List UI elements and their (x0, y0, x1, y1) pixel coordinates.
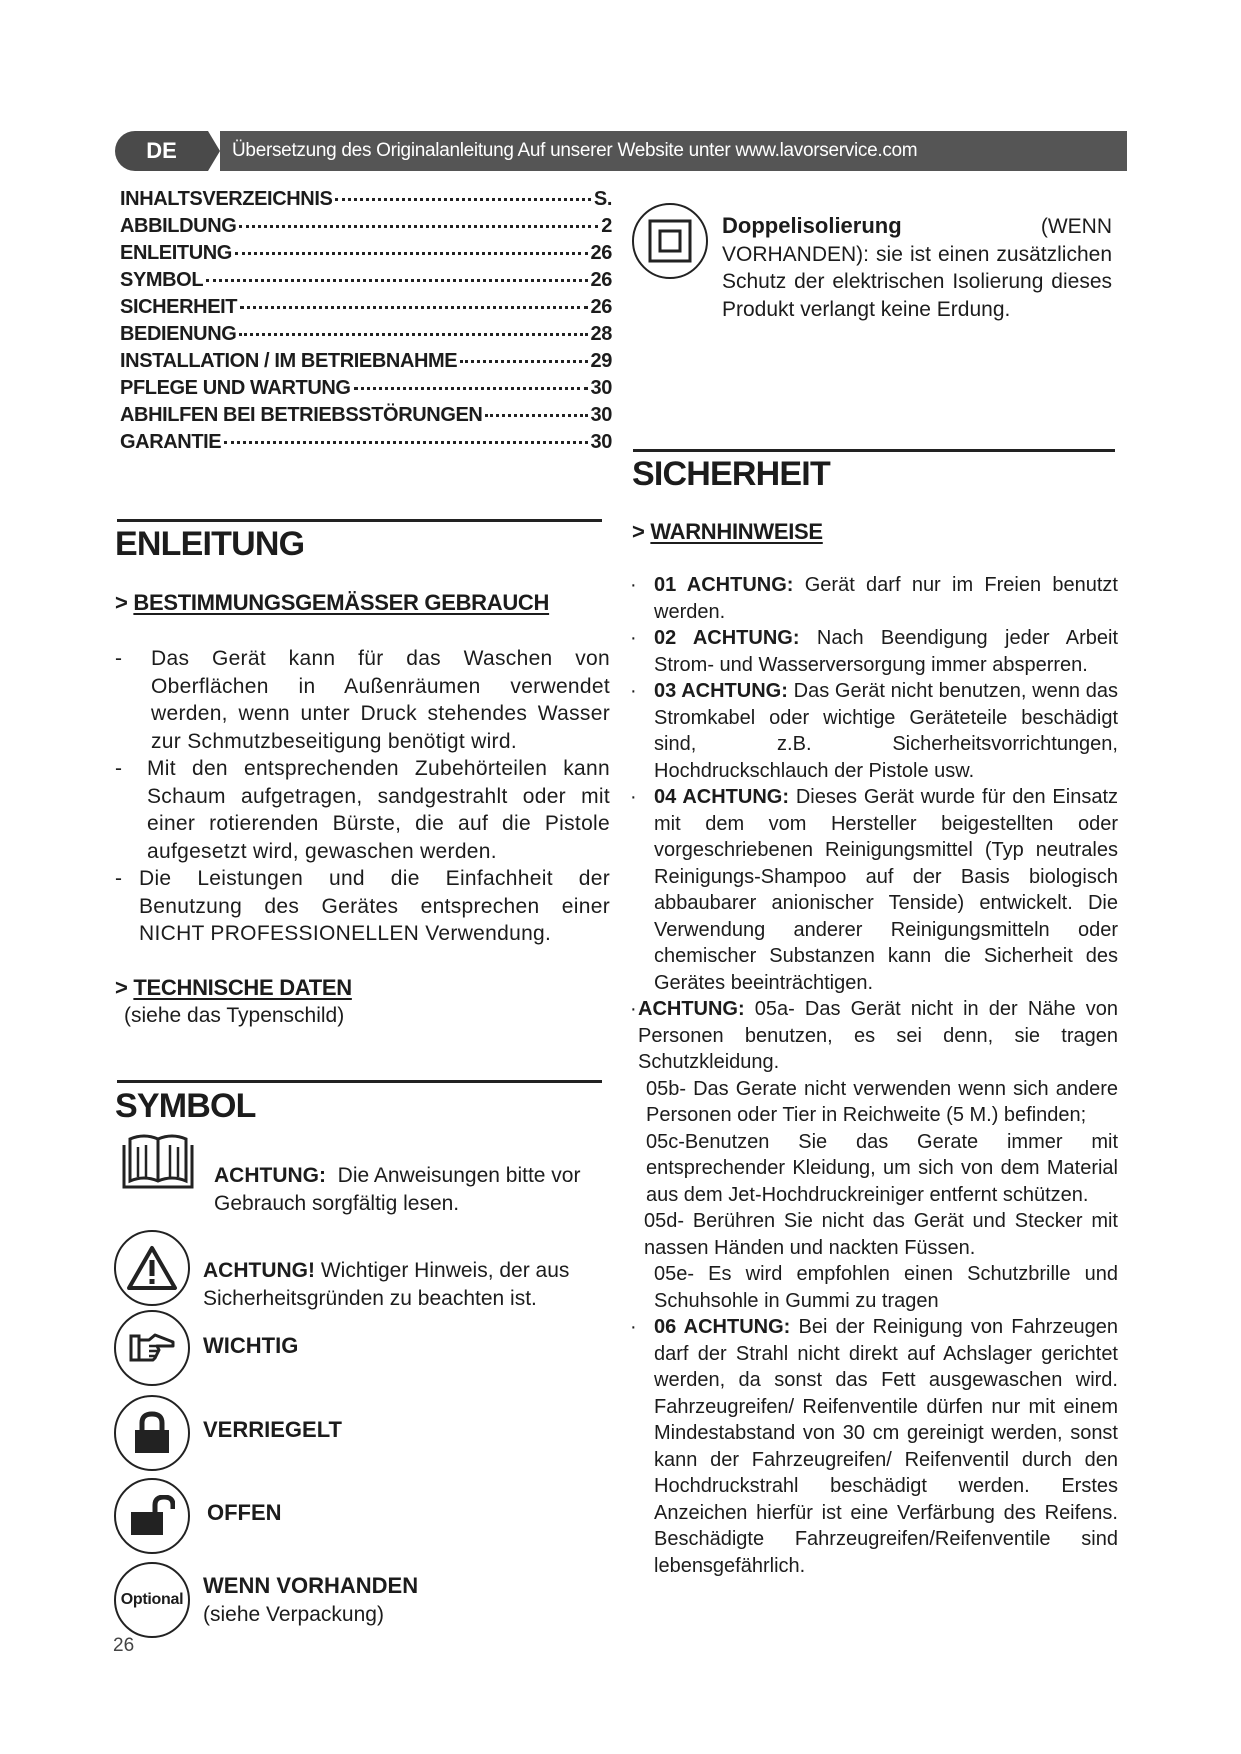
warning-item: · 03 ACHTUNG: Das Gerät nicht benutzen, wenn das Stromkabel oder wichtige Geräteteile beschädigt sind, z.B. Sicherheitsvorrichtungen, Hochdruckschlauch der Pistole usw. (630, 680, 1118, 782)
warning-04-bold: 04 ACHTUNG: (654, 786, 789, 808)
warning-item: · 04 ACHTUNG: Dieses Gerät wurde für den Einsatz mit dem vom Hersteller beigestellten oder vorgeschriebenen Reinigungsmittel (Typ neutrales Reinigungs-Shampoo auf der Basis biologisch abbaubarer anionischer Tenside) entwickelt. Die Verwendung anderer Reinigungsmitteln oder chemischer Substanzen kann die Sicherheit des Gerätes beeinträchtigen. (630, 786, 1119, 994)
sicherheit-heading: SICHERHEIT (632, 455, 830, 493)
warning-01-text: Gerät darf nur im Freien benutzt werden. (654, 574, 1118, 623)
important-label: WICHTIG (203, 1333, 299, 1358)
warning-03-bold: 03 ACHTUNG: (654, 680, 788, 702)
enleitung-heading: ENLEITUNG (115, 525, 305, 563)
warning-06-bold: 06 ACHTUNG: (654, 1316, 791, 1338)
toc-title: ENLEITUNG (120, 242, 232, 264)
toc-row (120, 242, 612, 269)
toc-row (120, 296, 612, 323)
subheading-bestimmung: > BESTIMMUNGSGEMÄSSER GEBRAUCH (115, 590, 550, 615)
warning-item: 05b- Das Gerate nicht verwenden wenn sich andere Personen oder Tier in Reichweite (5 M.) befinden; (646, 1077, 1118, 1126)
enleitung-list (115, 645, 610, 948)
toc-leader (354, 387, 588, 390)
padlock-locked-icon (114, 1395, 190, 1471)
list-item-text: Mit den entsprechenden Zubehörteilen kann Schaum aufgetragen, sandgestrahlt oder mit einer rotierenden Bürste, die auf die Pistole aufgesetzt wird, gewaschen werden. (147, 757, 610, 863)
warning-05a-text: 05a- Das Gerät nicht in der Nähe von Personen benutzen, es sei denn, sie tragen Schutzkleidung. (638, 998, 1118, 1073)
toc-leader (485, 414, 587, 417)
toc-row (120, 350, 612, 377)
toc-row (120, 215, 612, 242)
toc-page: 26 (590, 296, 612, 318)
warning-item: 05c-Benutzen Sie das Gerate immer mit entsprechender Kleidung, um sich von dem Material aus dem Jet-Hochdruckreiniger entfernt schützen. (646, 1130, 1118, 1206)
list-item: - Mit den entsprechenden Zubehörteilen kann Schaum aufgetragen, sandgestrahlt oder mit einer rotierenden Bürste, die auf die Pistole aufgesetzt wird, gewaschen werden. (115, 755, 610, 865)
toc-leader (239, 225, 598, 228)
symbol-heading: SYMBOL (115, 1087, 256, 1125)
toc-leader (460, 360, 587, 363)
warning-item: · 02 ACHTUNG: Nach Beendigung jeder Arbeit Strom- und Wasserversorgung immer absperren. (630, 627, 1118, 676)
toc-row (120, 377, 612, 404)
subheading-warnhinweise-text: WARNHINWEISE (650, 519, 823, 544)
optional-note: (siehe Verpackung) (203, 1603, 384, 1626)
toc-title: ABBILDUNG (120, 215, 237, 237)
manual-symbol-bold: ACHTUNG: (214, 1164, 326, 1187)
manual-symbol-desc: Die Anweisungen bitte vor Gebrauch sorgfältig lesen. (214, 1164, 581, 1215)
warning-symbol-desc: Wichtiger Hinweis, der aus Sicherheitsgründen zu beachten ist. (203, 1259, 570, 1310)
locked-label: VERRIEGELT (203, 1417, 342, 1442)
double-insulation-bold: Doppelisolierung (722, 213, 902, 238)
toc-leader (240, 306, 587, 309)
table-of-contents (120, 188, 612, 458)
toc-title: GARANTIE (120, 431, 222, 453)
toc-page: S. (593, 188, 612, 210)
toc-row (120, 323, 612, 350)
warning-04-text: Dieses Gerät wurde für den Einsatz mit dem vom Hersteller beigestellten oder vorgeschriebenen Reinigungsmittel (Typ neutrales Reinigungs-Shampoo auf der Basis biologisch abbaubarer anionischer Tenside) entwickelt. Die Verwendung anderer Reinigungsmitteln oder chemischer Substanzen kann die Sicherheit des Gerätes beeinträchtigen. (654, 786, 1119, 994)
pointing-hand-icon (114, 1310, 190, 1386)
toc-row (120, 269, 612, 296)
warning-02-bold: 02 ACHTUNG: (654, 627, 800, 649)
toc-title: PFLEGE UND WARTUNG (120, 377, 351, 399)
warning-item: · 01 ACHTUNG: Gerät darf nur im Freien benutzt werden. (630, 574, 1118, 623)
header-title: Übersetzung des Originalanleitung Auf unserer Website unter www.lavorservice.com (220, 131, 1127, 171)
warning-02-text: Nach Beendigung jeder Arbeit Strom- und Wasserversorgung immer absperren. (654, 627, 1118, 676)
section-rule (117, 1080, 602, 1083)
subheading-warnhinweise: > WARNHINWEISE (632, 519, 823, 544)
toc-page: 30 (590, 431, 612, 453)
padlock-open-icon (114, 1478, 190, 1554)
toc-page: 26 (590, 242, 612, 264)
toc-leader (206, 279, 587, 282)
manual-symbol-text (214, 1162, 614, 1217)
list-item: - Die Leistungen und die Einfachheit der Benutzung des Gerätes entsprechen einer NICHT PROFESSIONELLEN Verwendung. (115, 865, 610, 948)
subheading-bestimmung-text: BESTIMMUNGSGEMÄSSER GEBRAUCH (133, 590, 550, 615)
toc-page: 2 (601, 215, 612, 237)
language-badge: DE (115, 131, 208, 171)
optional-label: WENN VORHANDEN (203, 1573, 419, 1598)
toc-title: INSTALLATION / IM BETRIEBNAHME (120, 350, 458, 372)
toc-page: 28 (590, 323, 612, 345)
warnings-list (630, 572, 1118, 1579)
header-bar (115, 131, 1127, 171)
toc-page: 30 (590, 377, 612, 399)
list-item: - Das Gerät kann für das Waschen von Oberflächen in Außenräumen verwendet werden, wenn unter Druck stehendes Wasser zur Schmutzbeseitigung benötigt wird. (115, 645, 610, 755)
toc-leader (235, 252, 588, 255)
toc-page: 30 (590, 404, 612, 426)
toc-page: 26 (590, 269, 612, 291)
warning-item: · ACHTUNG: 05a- Das Gerät nicht in der Nähe von Personen benutzen, es sei denn, sie tragen Schutzkleidung. (630, 998, 1118, 1073)
toc-title: BEDIENUNG (120, 323, 237, 345)
double-insulation-text (652, 212, 1112, 323)
toc-title: INHALTSVERZEICHNIS (120, 188, 333, 210)
technische-daten-note: (siehe das Typenschild) (124, 1004, 345, 1027)
warning-symbol-bold: ACHTUNG! (203, 1259, 315, 1282)
section-rule (633, 449, 1115, 452)
double-insulation-desc: (WENN VORHANDEN): sie ist einen zusätzlichen Schutz der elektrischen Isolierung dieses Produkt verlangt keine Erdung. (722, 215, 1112, 321)
warning-03-text: Das Gerät nicht benutzen, wenn das Stromkabel oder wichtige Geräteteile beschädigt sind, z.B. Sicherheitsvorrichtungen, Hochdruckschlauch der Pistole usw. (654, 680, 1118, 782)
optional-badge-icon (114, 1562, 190, 1638)
toc-row (120, 404, 612, 431)
warning-item: · 06 ACHTUNG: Bei der Reinigung von Fahrzeugen darf der Strahl nicht direkt auf Achslager gerichtet werden, da sonst das Fett ausgewaschen wird. Fahrzeugreifen/ Reifenventile dürfen nur mit einem Mindestabstand von 30 cm gereinigt werden, sonst kann der Fahrzeugreifen/ Reifenventil durch den Hochdruckstrahl beschädigt werden. Erstes Anzeichen hierfür ist eine Verfärbung des Reifens. Beschädigte Fahrzeugreifen/Reifenventile sind lebensgefährlich. (630, 1316, 1119, 1577)
toc-title: SYMBOL (120, 269, 204, 291)
page-number: 26 (113, 1635, 135, 1656)
warning-symbol-text (203, 1257, 603, 1312)
warning-06-text: Bei der Reinigung von Fahrzeugen darf der Strahl nicht direkt auf Achslager gerichtet werden, da sonst das Fett ausgewaschen wird. Fahrzeugreifen/ Reifenventile dürfen nur mit einem Mindestabstand von 30 cm gereinigt werden, sonst kann der Fahrzeugreifen/ Reifenventil durch den Hochdruckstrahl beschädigt werden. Erstes Anzeichen hierfür ist eine Verfärbung des Reifens. Beschädigte Fahrzeugreifen/Reifenventile sind lebensgefährlich. (654, 1316, 1119, 1577)
warning-item: 05e- Es wird empfohlen einen Schutzbrille und Schuhsohle in Gummi zu tragen (654, 1263, 1118, 1312)
toc-row (120, 431, 612, 458)
subheading-technische-daten-text: TECHNISCHE DATEN (133, 975, 352, 1000)
section-rule (117, 519, 602, 522)
list-item-text: Die Leistungen und die Einfachheit der Benutzung des Gerätes entsprechen einer NICHT PROFESSIONELLEN Verwendung. (139, 867, 610, 945)
warning-05-bold: ACHTUNG: (638, 998, 745, 1020)
warning-triangle-icon (114, 1230, 190, 1306)
toc-leader (335, 198, 590, 201)
warning-item: 05d- Berühren Sie nicht das Gerät und Stecker mit nassen Händen und nackten Füssen. (644, 1210, 1118, 1259)
toc-title: SICHERHEIT (120, 296, 238, 318)
subheading-technische-daten: > TECHNISCHE DATEN (115, 975, 352, 1000)
toc-page: 29 (590, 350, 612, 372)
warning-01-bold: 01 ACHTUNG: (654, 574, 794, 596)
open-label: OFFEN (207, 1500, 282, 1525)
optional-badge-text: Optional (120, 1591, 184, 1608)
manual-book-icon (120, 1133, 196, 1196)
list-item-text: Das Gerät kann für das Waschen von Oberflächen in Außenräumen verwendet werden, wenn unter Druck stehendes Wasser zur Schmutzbeseitigung benötigt wird. (151, 647, 610, 753)
toc-title: ABHILFEN BEI BETRIEBSSTÖRUNGEN (120, 404, 483, 426)
toc-leader (239, 333, 587, 336)
toc-row (120, 188, 612, 215)
toc-leader (224, 441, 587, 444)
